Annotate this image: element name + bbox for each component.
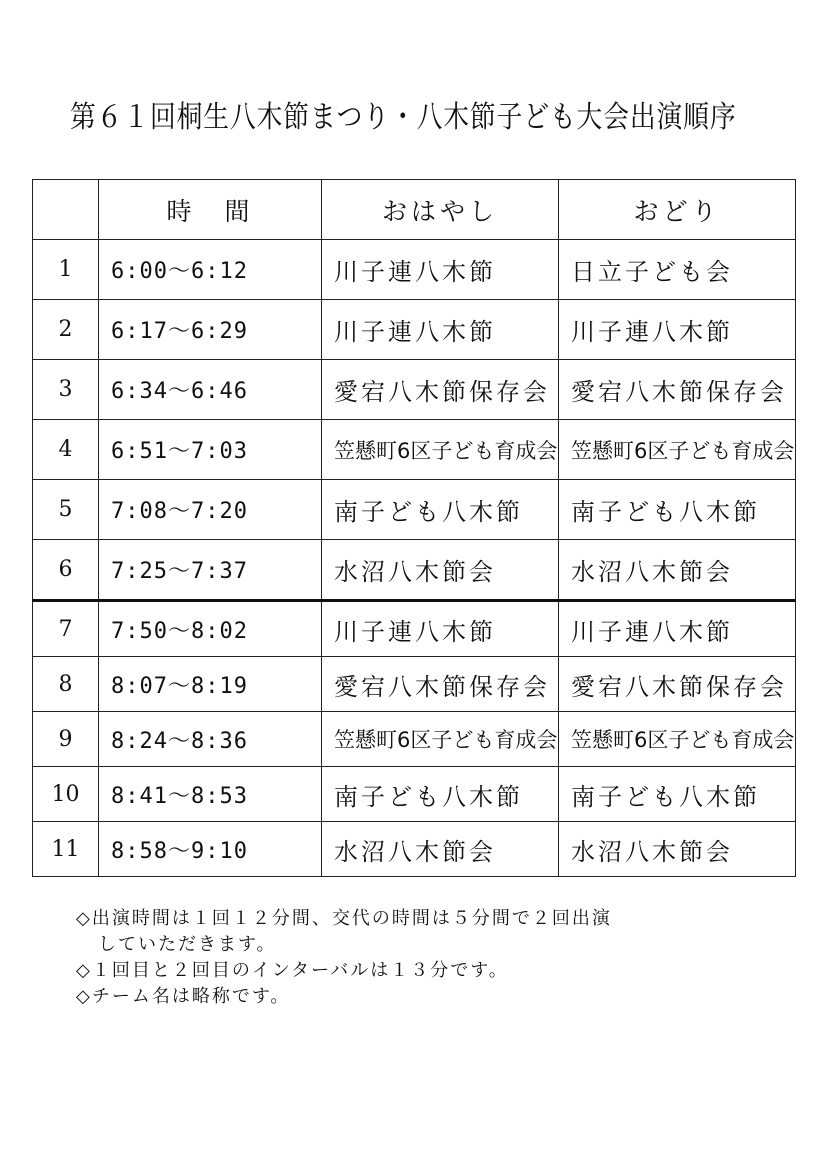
table-row: [33, 420, 796, 480]
note-1-continued: していただきます。: [98, 934, 277, 955]
row-time: 7:08〜7:20: [99, 480, 322, 540]
row-time: 8:07〜8:19: [99, 657, 322, 712]
header-ohayashi: おはやし: [322, 180, 559, 240]
row-ohayashi-team: 南子ども八木節: [322, 480, 559, 540]
row-ohayashi-team: 愛宕八木節保存会: [322, 657, 559, 712]
row-ohayashi-team: 笠懸町6区子ども育成会: [322, 712, 559, 767]
row-number: 9: [33, 712, 99, 767]
table-row: [33, 540, 796, 601]
row-ohayashi-team: 水沼八木節会: [322, 540, 559, 601]
notes: [76, 906, 796, 1010]
row-ohayashi-team: 川子連八木節: [322, 601, 559, 657]
row-time: 8:58〜9:10: [99, 822, 322, 877]
row-time: 6:34〜6:46: [99, 360, 322, 420]
row-odori-team: 愛宕八木節保存会: [559, 657, 796, 712]
row-number: 3: [33, 360, 99, 420]
table-row: [33, 767, 796, 822]
row-number: 5: [33, 480, 99, 540]
row-ohayashi-team: 南子ども八木節: [322, 767, 559, 822]
row-number: 6: [33, 540, 99, 601]
row-odori-team: 笠懸町6区子ども育成会: [559, 712, 796, 767]
row-odori-team: 笠懸町6区子ども育成会: [559, 420, 796, 480]
row-ohayashi-team: 水沼八木節会: [322, 822, 559, 877]
row-ohayashi-team: 川子連八木節: [322, 240, 559, 300]
row-time: 8:24〜8:36: [99, 712, 322, 767]
header-number: [33, 180, 99, 240]
note-3: ◇チーム名は略称です。: [76, 986, 291, 1007]
document-title: 第６１回桐生八木節まつり・八木節子ども大会出演順序: [70, 100, 737, 135]
table-header-row: [33, 180, 796, 240]
table-row: [33, 822, 796, 877]
note-1: ◇出演時間は１回１２分間、交代の時間は５分間で２回出演: [76, 908, 612, 929]
row-odori-team: 南子ども八木節: [559, 480, 796, 540]
row-time: 7:50〜8:02: [99, 601, 322, 657]
row-odori-team: 水沼八木節会: [559, 822, 796, 877]
row-number: 10: [33, 767, 99, 822]
note-2: ◇１回目と２回目のインターバルは１３分です。: [76, 960, 509, 981]
row-number: 1: [33, 240, 99, 300]
row-odori-team: 川子連八木節: [559, 300, 796, 360]
row-time: 6:00〜6:12: [99, 240, 322, 300]
row-odori-team: 水沼八木節会: [559, 540, 796, 601]
table-row: [33, 657, 796, 712]
row-ohayashi-team: 川子連八木節: [322, 300, 559, 360]
table-row: [33, 360, 796, 420]
row-number: 8: [33, 657, 99, 712]
row-time: 7:25〜7:37: [99, 540, 322, 601]
table-row: [33, 712, 796, 767]
row-odori-team: 川子連八木節: [559, 601, 796, 657]
header-time: 時 間: [99, 180, 322, 240]
row-number: 7: [33, 601, 99, 657]
row-odori-team: 南子ども八木節: [559, 767, 796, 822]
table-row: [33, 480, 796, 540]
table-row: [33, 240, 796, 300]
performance-schedule-table: [32, 179, 796, 877]
row-number: 2: [33, 300, 99, 360]
row-time: 6:17〜6:29: [99, 300, 322, 360]
row-time: 6:51〜7:03: [99, 420, 322, 480]
row-odori-team: 愛宕八木節保存会: [559, 360, 796, 420]
table-row: [33, 601, 796, 657]
row-ohayashi-team: 笠懸町6区子ども育成会: [322, 420, 559, 480]
table-row: [33, 300, 796, 360]
row-number: 4: [33, 420, 99, 480]
row-odori-team: 日立子ども会: [559, 240, 796, 300]
row-time: 8:41〜8:53: [99, 767, 322, 822]
row-number: 11: [33, 822, 99, 877]
row-ohayashi-team: 愛宕八木節保存会: [322, 360, 559, 420]
header-odori: おどり: [559, 180, 796, 240]
